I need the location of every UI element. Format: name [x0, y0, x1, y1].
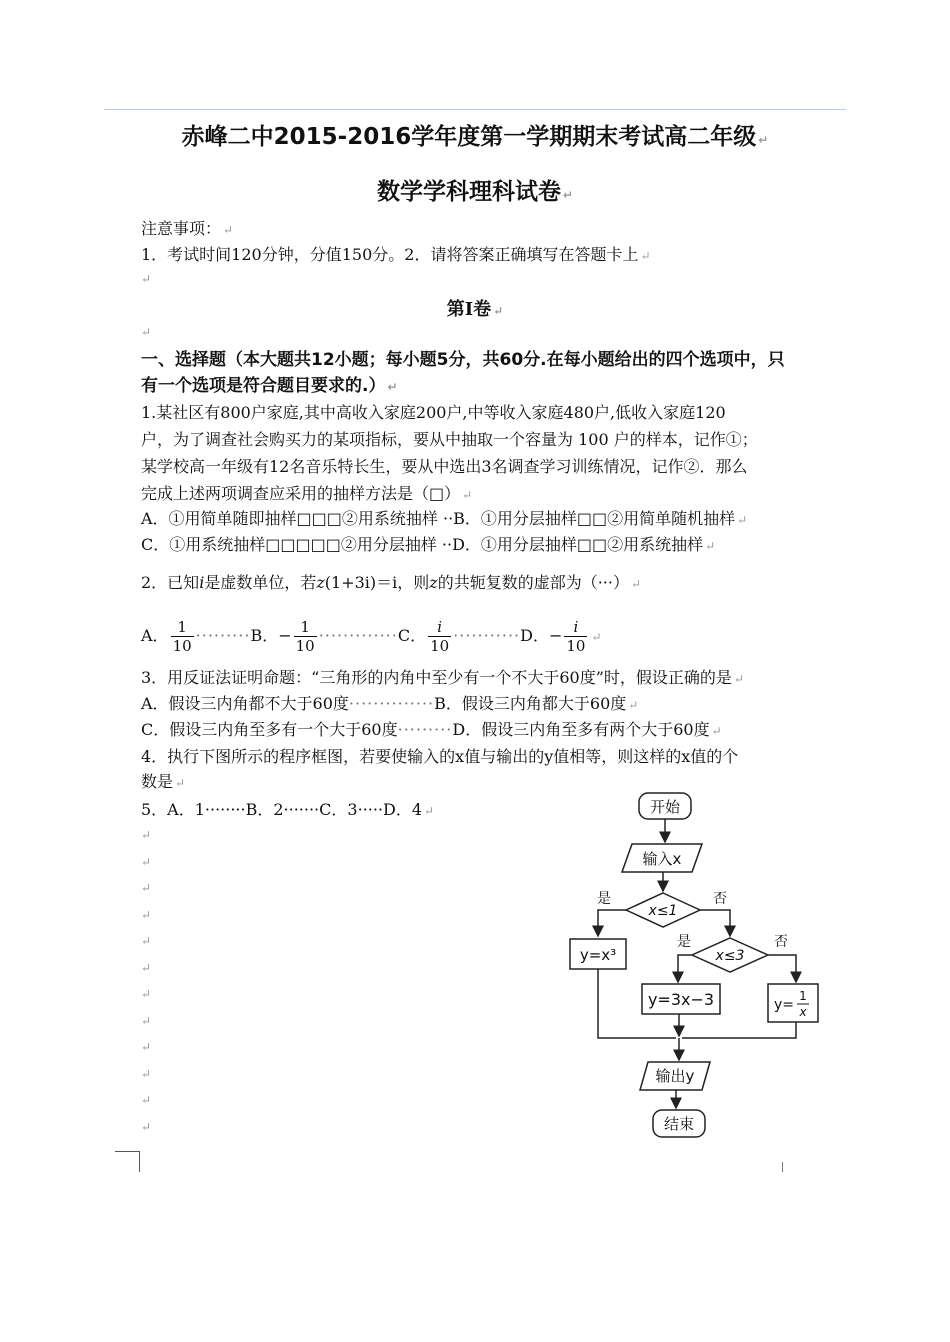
- flow-box1-label: y=x³: [579, 946, 617, 964]
- flow-box3-num: 1: [799, 989, 807, 1003]
- q4-stem-cont: 数是 ↵: [141, 772, 186, 791]
- page-corner-mark: [139, 1151, 140, 1172]
- paragraph-mark: ↵: [141, 1120, 152, 1134]
- paragraph-mark: ↵: [141, 325, 152, 339]
- q3-options-ab: A．假设三内角都不大于60度··············B．假设三内角都大于60度 ↵: [141, 694, 639, 713]
- q2-stem: 2．已知i是虚数单位，若z(1+3i)＝i，则z的共轭复数的虚部为（···） ↵: [141, 573, 642, 592]
- q2-option-c: C． $\frac{i}{10}$: [397, 618, 450, 655]
- paragraph-mark: ↵: [141, 1014, 152, 1028]
- q3-stem: 3．用反证法证明命题：“三角形的内角中至少有一个不大于60度”时，假设正确的是 ↵: [141, 668, 744, 687]
- paragraph-mark: ↵: [141, 855, 152, 869]
- part1-heading-cont: 有一个选项是符合题目要求的.） ↵: [141, 376, 398, 396]
- flow-output-label: 输出y: [655, 1067, 695, 1085]
- section-title: 第Ⅰ卷 ↵: [446, 299, 504, 320]
- paragraph-mark: ↵: [141, 908, 152, 922]
- paragraph-mark: ↵: [141, 934, 152, 948]
- page-margin-mark: [782, 1162, 783, 1172]
- q1-text: 1.某社区有800户家庭,其中高收入家庭200户,中等收入家庭480户,低收入家庭120: [141, 403, 726, 422]
- q3-options-cd: C．假设三内角至多有一个大于60度·········D．假设三内角至多有两个大于60度 ↵: [141, 720, 722, 739]
- notes-heading: 注意事项： ↵: [141, 219, 234, 238]
- q1-options-ab: A．①用简单随即抽样□□□②用系统抽样 ··B．①用分层抽样□□②用简单随机抽样 ↵: [141, 509, 748, 528]
- paragraph-mark: ↵: [141, 1093, 152, 1107]
- page-corner-mark: [115, 1151, 140, 1152]
- paragraph-mark: ↵: [141, 1040, 152, 1054]
- q1-text: 某学校高一年级有12名音乐特长生，要从中选出3名调查学习训练情况，记作②．那么: [141, 457, 748, 476]
- q1-text: 户，为了调查社会购买力的某项指标，要从中抽取一个容量为 100 户的样本，记作①；: [141, 430, 758, 449]
- part1-heading: 一、选择题（本大题共12小题；每小题5分，共60分.在每小题给出的四个选项中，只: [141, 350, 785, 370]
- q4-stem: 4．执行下图所示的程序框图，若要使输入的x值与输出的y值相等，则这样的x值的个: [141, 747, 739, 766]
- q2-option-a: A． $\frac{1}{10}$: [141, 618, 192, 655]
- q2-option-d: D．− $\frac{i}{10}$: [520, 618, 586, 655]
- flow-input-label: 输入x: [642, 850, 682, 868]
- header-rule: [104, 109, 846, 110]
- paragraph-mark: ↵: [141, 828, 152, 842]
- flow-box2-label: y=3x−3: [647, 990, 715, 1009]
- q1-text: 完成上述两项调查应采用的抽样方法是（□） ↵: [141, 484, 473, 503]
- flow-yes2-label: 是: [677, 934, 691, 950]
- paragraph-mark: ↵: [141, 272, 152, 286]
- flow-cond2-label: x≤3: [715, 948, 745, 964]
- flow-box3-left: y=: [773, 997, 795, 1013]
- q1-options-cd: C．①用系统抽样□□□□□②用分层抽样 ··D．①用分层抽样□□②用系统抽样 ↵: [141, 535, 716, 554]
- flow-cond1-label: x≤1: [648, 903, 678, 919]
- exam-title: 赤峰二中2015-2016学年度第一学期期末考试高二年级 ↵: [181, 124, 769, 150]
- program-flowchart: [560, 790, 850, 1150]
- flow-box3-den: x: [799, 1005, 807, 1019]
- flow-no2-label: 否: [774, 934, 788, 950]
- paragraph-mark: ↵: [141, 881, 152, 895]
- flow-no1-label: 否: [713, 891, 727, 907]
- paragraph-mark: ↵: [141, 987, 152, 1001]
- paragraph-mark: ↵: [141, 961, 152, 975]
- q2-options: A． $\frac{1}{10}$ ·········B．− $\frac{1}{10}$ ·············C． $\frac{i}{10}$ ···········D．− $\frac{i}{10}$ ↵: [141, 618, 602, 655]
- paragraph-mark: ↵: [141, 1067, 152, 1081]
- q4-options: 5．A．1········B．2·······C．3·····D．4 ↵: [141, 800, 435, 819]
- flow-end-label: 结束: [663, 1115, 695, 1133]
- notes-line: 1．考试时间120分钟，分值150分。2．请将答案正确填写在答题卡上 ↵: [141, 245, 651, 264]
- exam-subtitle: 数学学科理科试卷 ↵: [376, 179, 574, 205]
- flow-start-label: 开始: [649, 798, 681, 816]
- q2-option-b: B．− $\frac{1}{10}$: [250, 618, 315, 655]
- flow-yes1-label: 是: [597, 891, 611, 907]
